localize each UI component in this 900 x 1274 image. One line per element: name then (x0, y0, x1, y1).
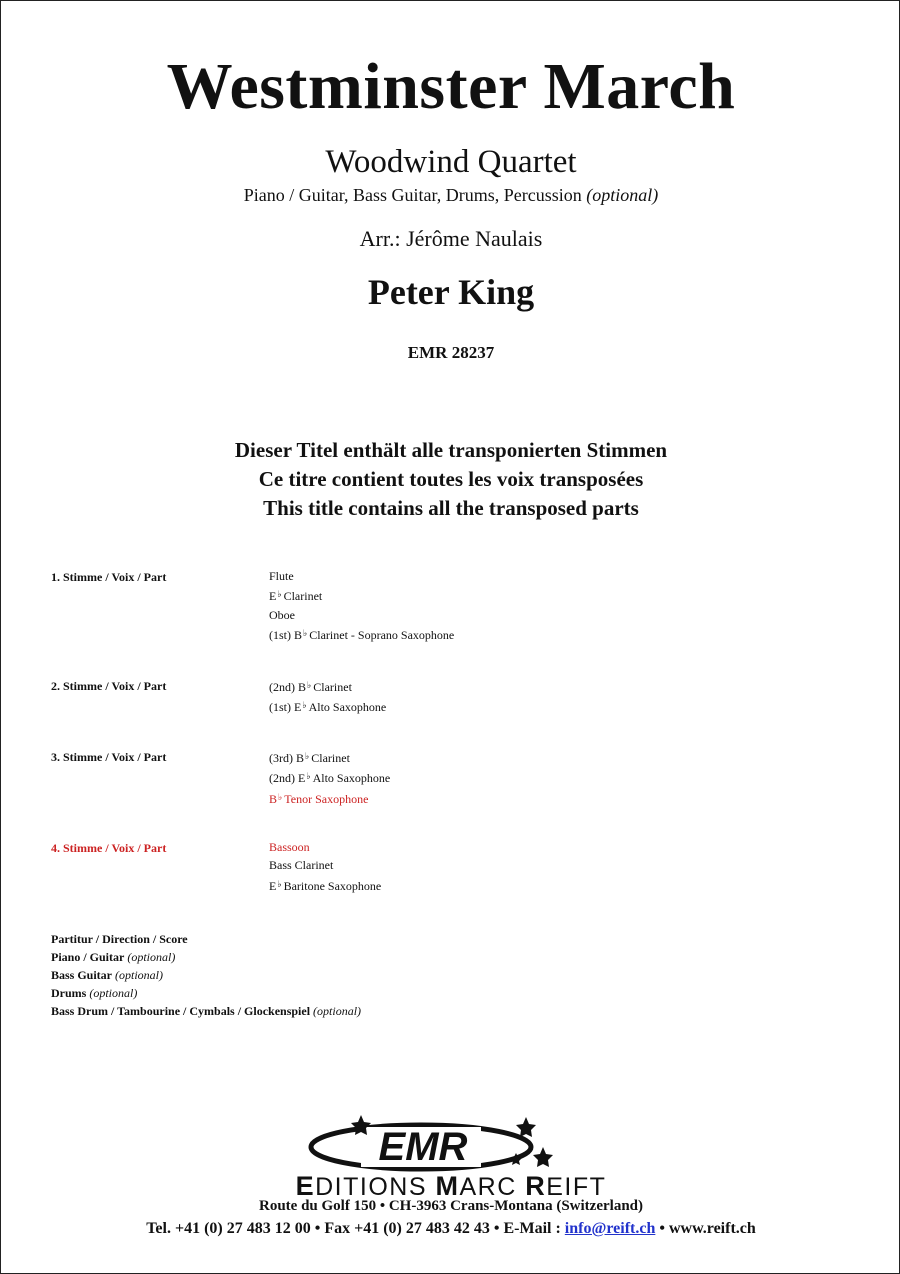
publisher-initial: M (435, 1171, 460, 1201)
notice-french: Ce titre contient toutes les voix transposées (258, 467, 644, 491)
instrument-item (269, 875, 381, 895)
instrument-name: Alto Saxophone (312, 771, 391, 786)
flat-sign-icon: ♭ (277, 589, 282, 600)
part-2-instruments (269, 676, 386, 717)
part-2-label: 2. Stimme / Voix / Part (51, 679, 167, 693)
extra-part-note: (optional) (127, 950, 176, 965)
instrument-name: Oboe (269, 607, 295, 622)
emr-logo (301, 1109, 561, 1179)
contact-phone-fax: Tel. +41 (0) 27 483 12 00 • Fax +41 (0) 27 483 42 43 • E-Mail : (146, 1220, 565, 1237)
subtitle: Woodwind Quartet (325, 144, 577, 180)
flat-sign-icon: ♭ (303, 627, 308, 638)
instrument-item (269, 747, 390, 767)
extra-part-note: (optional) (89, 986, 138, 1001)
extra-part-item (51, 984, 361, 1002)
instrument-prefix: E (269, 878, 277, 893)
instrument-prefix: (2nd) B (269, 680, 306, 694)
instrument-prefix: (2nd) E (269, 771, 306, 786)
flat-sign-icon: ♭ (302, 700, 307, 711)
instrument-item (269, 676, 386, 696)
instrument-prefix: (3rd) B (269, 751, 304, 765)
extra-part-note: (optional) (115, 968, 164, 983)
instrument-name: Tenor Saxophone (284, 791, 369, 806)
part-4-instruments (269, 838, 381, 895)
instrument-prefix: E (269, 589, 277, 604)
part-1-label: 1. Stimme / Voix / Part (51, 570, 167, 584)
instrument-name: Bassoon (269, 840, 310, 854)
publisher-contact (1, 1220, 900, 1238)
flat-sign-icon: ♭ (307, 680, 312, 690)
extra-part-name: Partitur / Direction / Score (51, 932, 188, 946)
flat-sign-icon: ♭ (305, 751, 310, 761)
extra-part-item (51, 966, 361, 984)
publisher-initial: R (525, 1171, 547, 1201)
publisher-initial: E (295, 1171, 316, 1201)
instrument-name: Clarinet (311, 751, 350, 765)
instrument-name: Clarinet - Soprano Saxophone (309, 627, 455, 642)
publisher-word: EIFT (546, 1173, 607, 1201)
instrument-item (269, 585, 454, 605)
instrument-prefix: B (269, 791, 278, 806)
extra-part-item (51, 1002, 361, 1020)
instrument-prefix: (1st) B (269, 627, 302, 642)
extra-parts-list (51, 930, 361, 1020)
publisher-word: DITIONS (315, 1173, 436, 1201)
extra-part-name: Piano / Guitar (51, 950, 125, 965)
instrument-item (269, 767, 390, 787)
part-4-label: 4. Stimme / Voix / Part (51, 841, 167, 855)
star-icon (516, 1117, 536, 1137)
instrument-item (269, 696, 386, 716)
instrument-name: Baritone Saxophone (283, 878, 382, 893)
instrument-prefix: (1st) E (269, 700, 302, 715)
instrument-name: Flute (269, 569, 294, 583)
instrument-item-highlighted (269, 838, 381, 856)
instrument-item (269, 856, 381, 874)
star-icon (533, 1147, 553, 1167)
page-title: Westminster March (166, 50, 736, 123)
flat-sign-icon: ♭ (277, 878, 282, 889)
notice-english: This title contains all the transposed parts (263, 496, 639, 520)
arranger: Arr.: Jérôme Naulais (359, 226, 543, 251)
part-3-instruments (269, 747, 390, 808)
instrument-name: Bass Clarinet (269, 858, 334, 873)
extra-part-item (51, 948, 361, 966)
instrument-name: Clarinet (313, 680, 352, 694)
instrument-item (269, 606, 454, 624)
instrument-item (269, 567, 454, 585)
catalog-code: EMR 28237 (407, 343, 495, 362)
extra-part-item (51, 930, 361, 948)
contact-website: • www.reift.ch (655, 1220, 756, 1237)
logo-text: EMR (378, 1125, 468, 1169)
extra-part-name: Drums (51, 986, 87, 1001)
publisher-address: Route du Golf 150 • CH-3963 Crans-Montana (Switzerland) (259, 1198, 643, 1214)
part-1-instruments (269, 567, 454, 644)
publisher-word: ARC (459, 1173, 526, 1201)
extra-part-note: (optional) (313, 1004, 362, 1019)
instrument-item-highlighted (269, 788, 390, 808)
flat-sign-icon: ♭ (306, 771, 311, 782)
email-link[interactable]: info@reift.ch (564, 1220, 656, 1237)
composer: Peter King (367, 272, 535, 312)
notice-german: Dieser Titel enthält alle transponierten Stimmen (234, 438, 668, 462)
instrumentation-text: Piano / Guitar, Bass Guitar, Drums, Percussion (243, 185, 582, 205)
instrument-name: Clarinet (283, 589, 323, 604)
instrument-name: Alto Saxophone (308, 700, 387, 715)
instrumentation-line (1, 185, 900, 206)
instrumentation-optional: (optional) (586, 185, 659, 205)
instrument-item (269, 624, 454, 644)
part-3-label: 3. Stimme / Voix / Part (51, 750, 167, 764)
extra-part-name: Bass Drum / Tambourine / Cymbals / Glockenspiel (51, 1004, 311, 1019)
flat-sign-icon: ♭ (278, 791, 283, 802)
extra-part-name: Bass Guitar (51, 968, 113, 983)
